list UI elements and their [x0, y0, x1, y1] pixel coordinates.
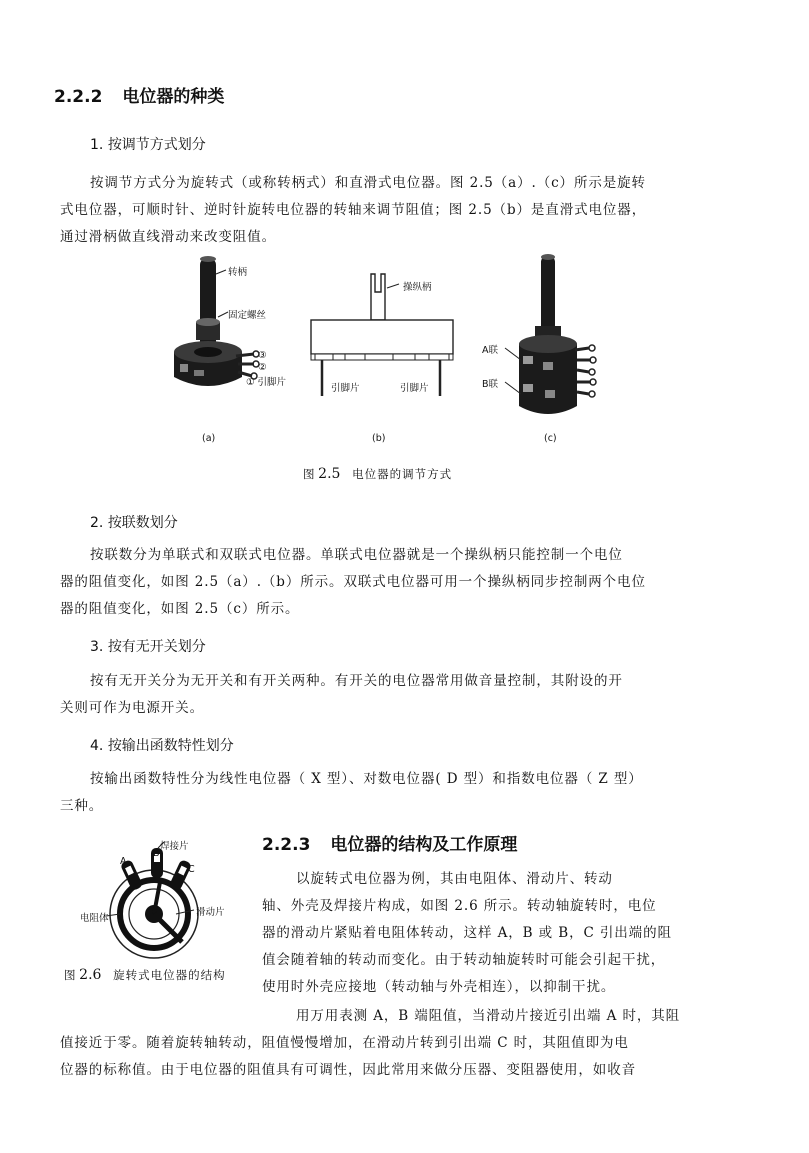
section-heading: [54, 82, 224, 107]
paragraph-line: 值会随着轴的转动而变化。由于转动轴旋转时可能会引起干扰，: [262, 952, 666, 968]
paragraph-line: 轴、外壳及焊接片构成，如图 2.6 所示。转动轴旋转时，电位: [262, 898, 657, 914]
paragraph-line: 器的阻值变化，如图 2.5（c）所示。: [60, 601, 300, 617]
section-heading: [262, 830, 517, 855]
label-a-gang: A联: [482, 345, 498, 356]
label-slider: 滑动片: [196, 907, 225, 918]
label-pin-3: ③: [258, 350, 267, 361]
paragraph-line: 关则可作为电源开关。: [60, 700, 204, 716]
paragraph-line: 按调节方式分为旋转式（或称转柄式）和直滑式电位器。图 2.5（a）.（c）所示是旋转: [90, 175, 646, 191]
label-terminal-c: C: [188, 864, 195, 875]
label-pin-2: ②: [258, 362, 267, 373]
figure-2-5b-slide-potentiometer: [305, 270, 465, 400]
label-terminal-b: B: [153, 848, 160, 859]
paragraph-line: 以旋转式电位器为例，其由电阻体、滑动片、转动: [296, 871, 613, 887]
paragraph-line: 位器的标称值。由于电位器的阻值具有可调性，因此常用来做分压器、变阻器使用，如收音: [60, 1062, 636, 1078]
paragraph-line: 按联数分为单联式和双联式电位器。单联式电位器就是一个操纵柄只能控制一个电位: [90, 547, 623, 563]
paragraph-line: 通过滑柄做直线滑动来改变阻值。: [60, 229, 276, 245]
label-shaft: 转柄: [228, 267, 248, 278]
subfigure-label-b: (b): [372, 433, 386, 444]
paragraph-line: 三种。: [60, 798, 104, 814]
paragraph-line: 用万用表测 A，B 端阻值，当滑动片接近引出端 A 时，其阻: [296, 1008, 681, 1024]
paragraph-line: 值接近于零。随着旋转轴转动，阻值慢慢增加，在滑动片转到引出端 C 时，其阻值即为电: [60, 1035, 629, 1051]
label-fixing-screw: 固定螺丝: [228, 310, 267, 321]
subheading-1: 1. 按调节方式划分: [90, 137, 206, 153]
subfigure-label-c: (c): [544, 433, 557, 444]
label-b-gang: B联: [482, 379, 499, 390]
subfigure-label-a: (a): [202, 433, 216, 444]
label-pin-right: 引脚片: [400, 383, 429, 394]
label-weld-tab: 焊接片: [160, 841, 189, 852]
figure-2-5c-dual-gang-potentiometer: [505, 252, 615, 422]
label-pin-left: 引脚片: [331, 383, 360, 394]
label-terminal-a: A: [120, 856, 127, 867]
section-number: 2.2.2: [54, 87, 103, 107]
section-title: 电位器的种类: [122, 87, 225, 107]
figure-2-5-caption: 图 2.5 电位器的调节方式: [303, 466, 453, 482]
paragraph-line: 使用时外壳应接地（转动轴与外壳相连），以抑制干扰。: [262, 979, 616, 995]
subheading-2: 2. 按联数划分: [90, 515, 178, 531]
label-pin-1: ① 引脚片: [246, 377, 287, 388]
subheading-3: 3. 按有无开关划分: [90, 639, 206, 655]
paragraph-line: 式电位器，可顺时针、逆时针旋转电位器的转轴来调节阻值；图 2.5（b）是直滑式电位器，: [60, 202, 647, 218]
label-resistor-body: 电阻体: [80, 913, 109, 924]
paragraph-line: 按有无开关分为无开关和有开关两种。有开关的电位器常用做音量控制，其附设的开: [90, 673, 623, 689]
section-number: 2.2.3: [262, 835, 311, 855]
paragraph-line: 器的阻值变化，如图 2.5（a）.（b）所示。双联式电位器可用一个操纵柄同步控制两个电位: [60, 574, 646, 590]
paragraph-line: 按输出函数特性分为线性电位器（ X 型）、对数电位器( D 型）和指数电位器（ Z 型）: [90, 771, 643, 787]
subheading-4: 4. 按输出函数特性划分: [90, 738, 234, 754]
section-title: 电位器的结构及工作原理: [330, 835, 518, 855]
paragraph-line: 器的滑动片紧贴着电阻体转动，这样 A，B 或 B，C 引出端的阻: [262, 925, 672, 941]
label-operating-handle: 操纵柄: [403, 282, 432, 293]
figure-2-6-caption: 图 2.6 旋转式电位器的结构: [64, 967, 226, 983]
